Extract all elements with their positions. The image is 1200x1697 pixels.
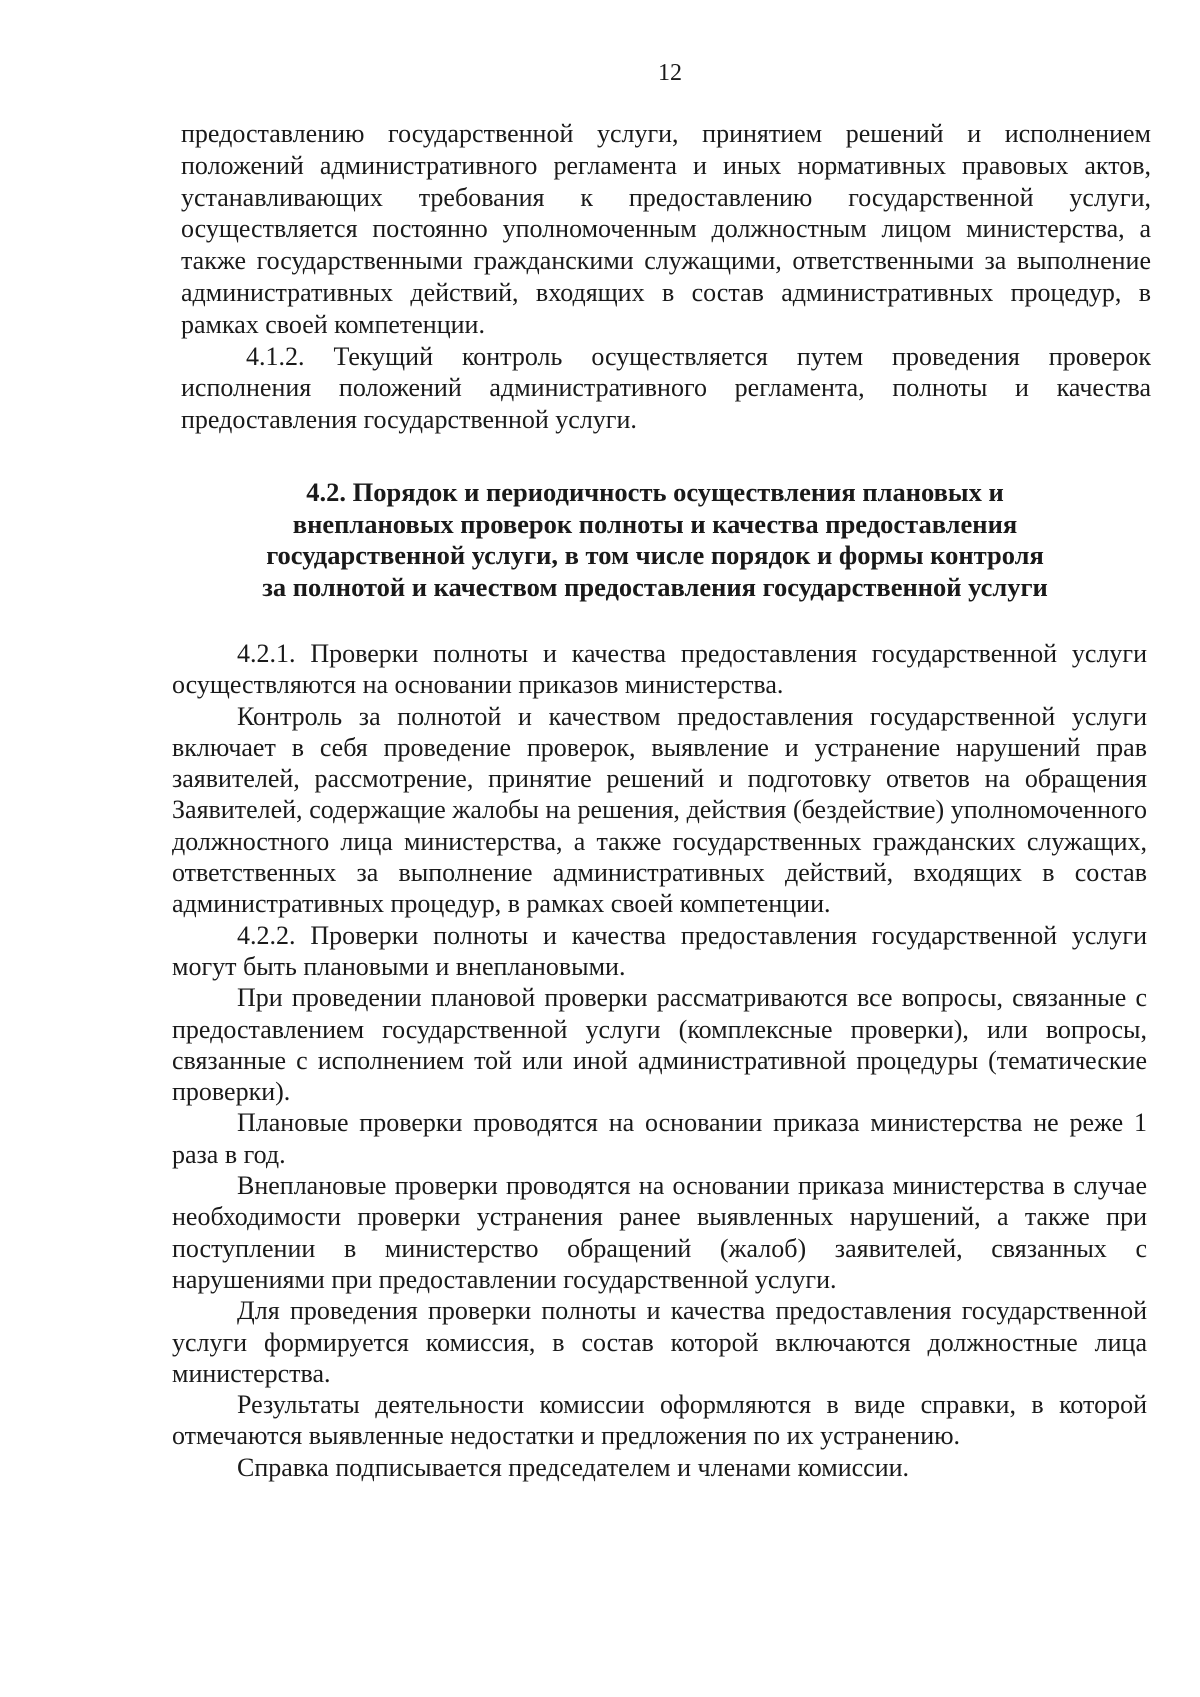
- paragraph-signature: Справка подписывается председателем и членами комиссии.: [237, 1452, 910, 1482]
- heading-line: внеплановых проверок полноты и качества предоставления: [292, 508, 1018, 539]
- section-4-1-text: [181, 118, 1151, 436]
- paragraph-4-1-1-continuation: предоставлению государственной услуги, принятием решений и исполнением положений административного регламента и иных нормативных правовых актов, устанавливающих требования к предоставлению государственной услуги, осуществляется постоянно уполномоченным должностным лицом министерства, а также государственными гражданскими служащими, ответственными за выполнение административных действий, входящих в состав административных процедур, в рамках своей компетенции.: [181, 119, 1151, 339]
- paragraph-planned-check: При проведении плановой проверки рассматриваются все вопросы, связанные с предоставлением государственной услуги (комплексные проверки), или вопросы, связанные с исполнением той или иной административной процедуры (тематические проверки).: [172, 983, 1147, 1107]
- section-4-2-heading: [150, 477, 1160, 603]
- page-number: 12: [658, 60, 682, 86]
- paragraph-control-scope: Контроль за полнотой и качеством предоставления государственной услуги включает в себя проведение проверок, выявление и устранение нарушений прав заявителей, рассмотрение, принятие решений и подготовку ответов на обращения Заявителей, содержащие жалобы на решения, действия (бездействие) уполномоченного должностного лица министерства, а также государственных гражданских служащих, ответственных за выполнение административных действий, входящих в состав административных процедур, в рамках своей компетенции.: [172, 701, 1147, 919]
- paragraph-4-1-2: 4.1.2. Текущий контроль осуществляется путем проведения проверок исполнения положений административного регламента, полноты и качества предоставления государственной услуги.: [181, 341, 1151, 435]
- heading-line: за полнотой и качеством предоставления государственной услуги: [262, 571, 1048, 602]
- heading-line: 4.2. Порядок и периодичность осуществления плановых и: [306, 477, 1004, 507]
- paragraph-commission: Для проведения проверки полноты и качества предоставления государственной услуги формируется комиссия, в состав которой включаются должностные лица министерства.: [172, 1296, 1147, 1388]
- paragraph-4-2-1: 4.2.1. Проверки полноты и качества предоставления государственной услуги осуществляются на основании приказов министерства.: [172, 639, 1147, 700]
- paragraph-commission-results: Результаты деятельности комиссии оформляются в виде справки, в которой отмечаются выявленные недостатки и предложения по их устранению.: [172, 1390, 1147, 1451]
- heading-line: государственной услуги, в том числе порядок и формы контроля: [266, 540, 1044, 570]
- paragraph-4-2-2: 4.2.2. Проверки полноты и качества предоставления государственной услуги могут быть плановыми и внеплановыми.: [172, 920, 1147, 981]
- paragraph-unplanned-check: Внеплановые проверки проводятся на основании приказа министерства в случае необходимости проверки устранения ранее выявленных нарушений, а также при поступлении в министерство обращений (жалоб) заявителей, связанных с нарушениями при предоставлении государственной услуги.: [172, 1171, 1147, 1294]
- paragraph-planned-frequency: Плановые проверки проводятся на основании приказа министерства не реже 1 раза в год.: [172, 1108, 1147, 1169]
- section-4-2-text: [172, 638, 1147, 1483]
